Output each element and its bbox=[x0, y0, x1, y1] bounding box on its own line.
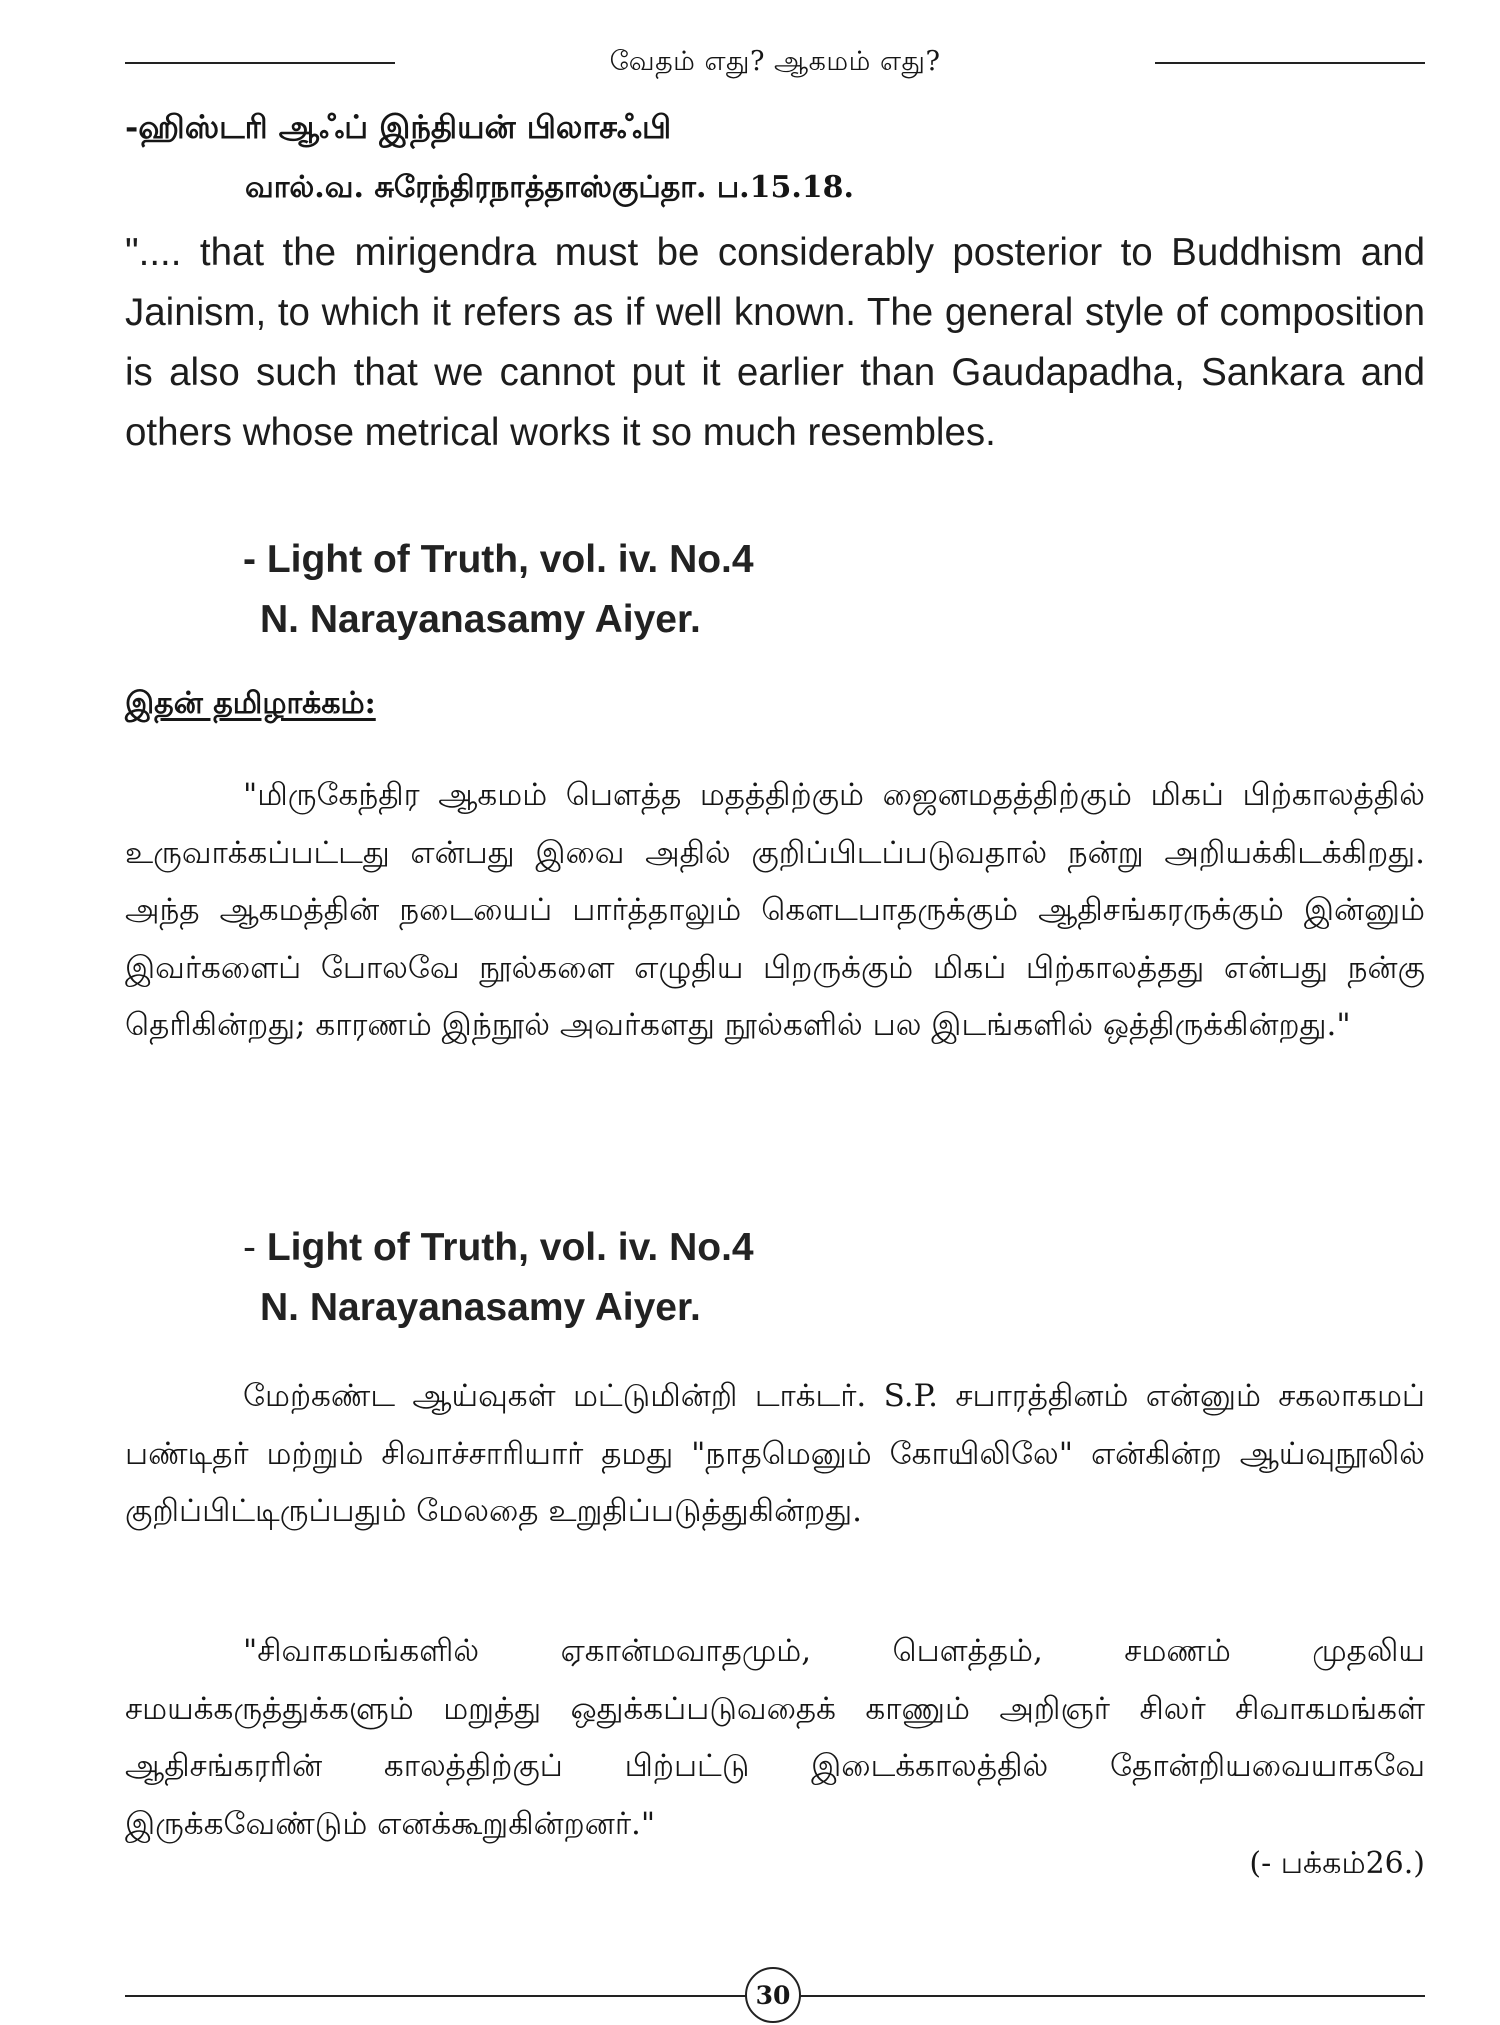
header-rule-right bbox=[1155, 62, 1425, 64]
page-reference: (- பக்கம்26.) bbox=[1249, 1846, 1425, 1881]
attribution-line-1: Light of Truth, vol. iv. No.4 bbox=[266, 1226, 754, 1269]
source-reference-author: வால்.வ. சுரேந்திரநாத்தாஸ்குப்தா. ப.15.18. bbox=[245, 170, 854, 205]
attribution-tamil bbox=[243, 1218, 1143, 1338]
english-quote: ".... that the mirigendra must be considerably posterior to Buddhism and Jainism, to which it refers as if well known. The general style of composition is also such that we cannot put it earlier than Gaudapadha, Sankara and others whose metrical works it so much resembles. bbox=[125, 231, 1425, 454]
page-footer bbox=[125, 1965, 1425, 2025]
tamil-translation-paragraph: "மிருகேந்திர ஆகமம் பௌத்த மதத்திற்கும் ஜைனமதத்திற்கும் மிகப் பிற்காலத்தில் உருவாக்கப்பட்டது என்பது இவை அதில் குறிப்பிடப்படுவதால் நன்று அறியக்கிடக்கிறது. அந்த ஆகமத்தின் நடையைப் பார்த்தாலும் கௌடபாதருக்கும் ஆதிசங்கரருக்கும் இன்னும் இவர்களைப் போலவே நூல்களை எழுதிய பிறருக்கும் மிகப் பிற்காலத்தது என்பது நன்கு தெரிகின்றது; காரணம் இந்நூல் அவர்களது நூல்களில் பல இடங்களில் ஒத்திருக்கின்றது." bbox=[125, 777, 1425, 1043]
attribution-english bbox=[243, 530, 1143, 650]
attribution-line-1: - Light of Truth, vol. iv. No.4 bbox=[243, 538, 754, 581]
section-heading: இதன் தமிழாக்கம்: bbox=[125, 686, 376, 721]
header-title: வேதம் எது? ஆகமம் எது? bbox=[609, 45, 941, 77]
page-number: 30 bbox=[745, 1967, 801, 2023]
running-header bbox=[125, 38, 1425, 88]
attribution-line-2: N. Narayanasamy Aiyer. bbox=[260, 598, 701, 641]
tamil-quote-paragraph: "சிவாகமங்களில் ஏகான்மவாதமும், பௌத்தம், சமணம் முதலிய சமயக்கருத்துக்களும் மறுத்து ஒதுக்கப்படுவதைக் காணும் அறிஞர் சிலர் சிவாகமங்கள் ஆதிசங்கரரின் காலத்திற்குப் பிற்பட்டு இடைக்காலத்தில் தோன்றியவையாகவே இருக்கவேண்டும் எனக்கூறுகின்றனர்." bbox=[125, 1633, 1425, 1842]
tamil-paragraph-2: மேற்கண்ட ஆய்வுகள் மட்டுமின்றி டாக்டர். S.P. சபாரத்தினம் என்னும் சகலாகமப் பண்டிதர் மற்றும் சிவாச்சாரியார் தமது "நாதமெனும் கோயிலிலே" என்கின்ற ஆய்வுநூலில் குறிப்பிட்டிருப்பதும் மேலதை உறுதிப்படுத்துகின்றது. bbox=[125, 1378, 1425, 1529]
source-reference-title: -ஹிஸ்டரி ஆஃப் இந்தியன் பிலாசஃபி bbox=[125, 108, 672, 146]
attribution-line-2: N. Narayanasamy Aiyer. bbox=[260, 1286, 701, 1329]
attribution-dash: - bbox=[243, 1226, 256, 1269]
header-rule-left bbox=[125, 62, 395, 64]
